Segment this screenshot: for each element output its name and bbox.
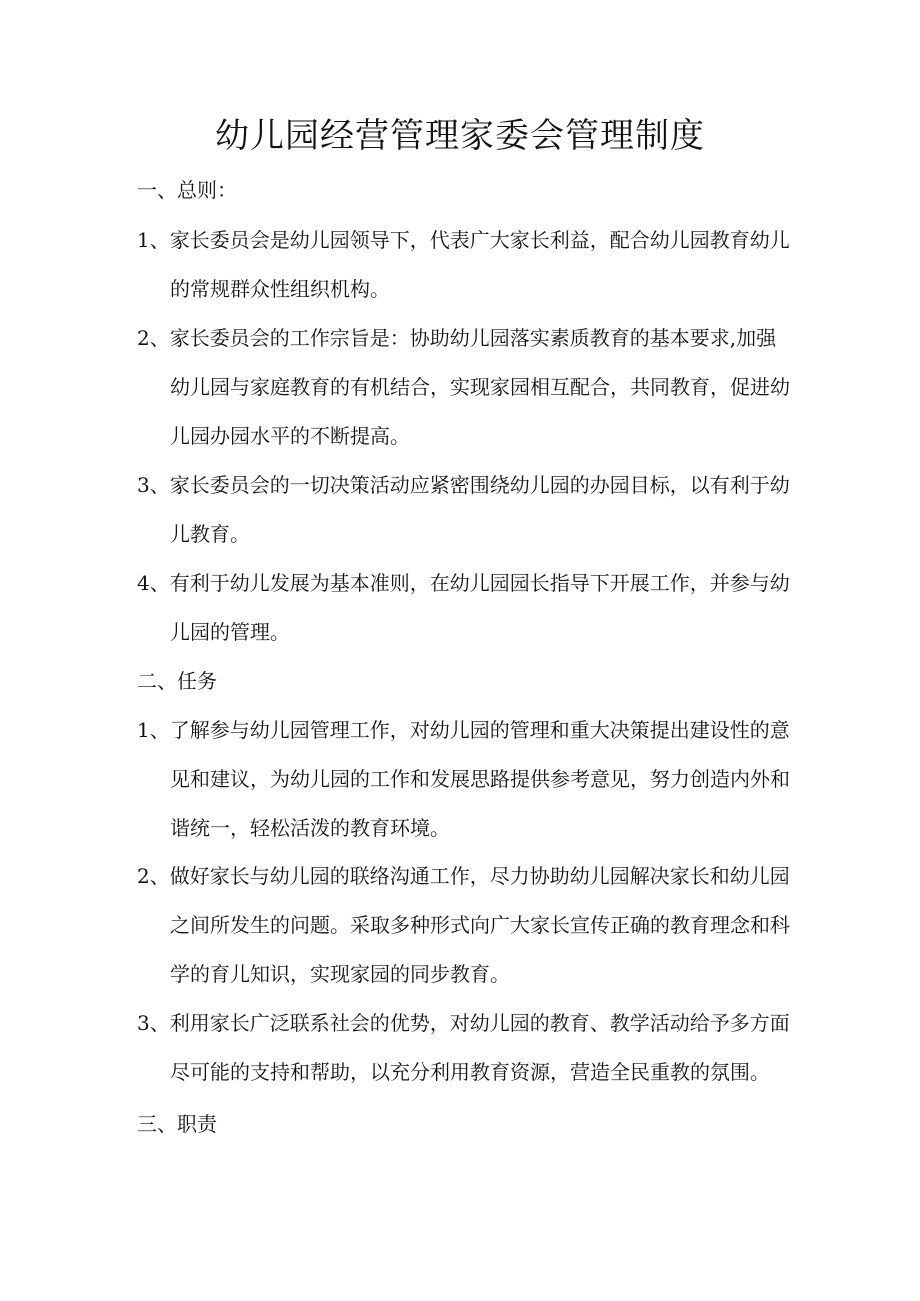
section-heading-duties: 三、职责 <box>137 1112 217 1136</box>
item-text-line: 之间所发生的问题。采取多种形式向广大家长宣传正确的教育理念和科 <box>170 913 790 937</box>
item-text-line: 的常规群众性组织机构。 <box>170 277 390 301</box>
item-text-line: 1、家长委员会是幼儿园领导下，代表广大家长利益，配合幼儿园教育幼儿 <box>137 228 790 252</box>
item-text-line: 4、有利于幼儿发展为基本准则，在幼儿园园长指导下开展工作，并参与幼 <box>137 571 790 595</box>
item-text-line: 2、做好家长与幼儿园的联络沟通工作，尽力协助幼儿园解决家长和幼儿园 <box>137 864 790 888</box>
item-text-line: 2、家长委员会的工作宗旨是：协助幼儿园落实素质教育的基本要求,加强 <box>137 326 777 350</box>
item-text-line: 幼儿园与家庭教育的有机结合，实现家园相互配合，共同教育，促进幼 <box>170 375 790 399</box>
item-text-line: 3、利用家长广泛联系社会的优势，对幼儿园的教育、教学活动给予多方面 <box>137 1011 790 1035</box>
section-heading-tasks: 二、任务 <box>137 669 217 693</box>
item-text-line: 儿教育。 <box>170 522 250 546</box>
item-text-line: 儿园的管理。 <box>170 620 290 644</box>
item-text-line: 尽可能的支持和帮助，以充分利用教育资源，营造全民重教的氛围。 <box>170 1060 770 1084</box>
section-heading-general: 一、总则： <box>137 178 237 202</box>
item-text-line: 1、了解参与幼儿园管理工作，对幼儿园的管理和重大决策提出建设性的意 <box>137 718 790 742</box>
item-text-line: 儿园办园水平的不断提高。 <box>170 424 410 448</box>
item-text-line: 3、家长委员会的一切决策活动应紧密围绕幼儿园的办园目标，以有利于幼 <box>137 473 790 497</box>
document-title: 幼儿园经营管理家委会管理制度 <box>215 116 705 156</box>
item-text-line: 见和建议，为幼儿园的工作和发展思路提供参考意见，努力创造内外和 <box>170 767 790 791</box>
item-text-line: 谐统一，轻松活泼的教育环境。 <box>170 816 450 840</box>
item-text-line: 学的育儿知识，实现家园的同步教育。 <box>170 962 510 986</box>
